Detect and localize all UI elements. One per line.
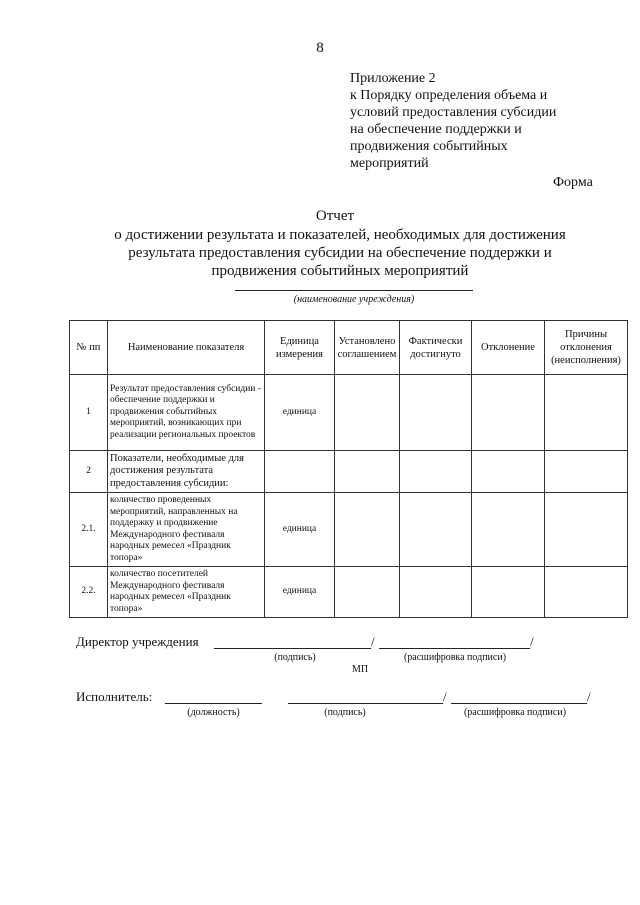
report-subtitle-line: результата предоставления субсидии на обеспечение поддержки и [128, 245, 552, 261]
org-name-line [235, 290, 473, 291]
header-actual: Фактически достигнуто [400, 321, 472, 375]
executor-position-line[interactable] [165, 703, 262, 704]
table-row [70, 493, 628, 567]
appendix-line: к Порядку определения объема и [350, 88, 548, 103]
director-slash: / [371, 634, 375, 649]
executor-label: Исполнитель: [76, 689, 153, 704]
cell-deviation[interactable] [472, 451, 545, 493]
director-decode-caption: (расшифровка подписи) [403, 652, 507, 663]
report-title: Отчет [315, 208, 355, 224]
header-num: № пп [70, 321, 108, 375]
cell-agreed[interactable] [335, 375, 400, 451]
cell-agreed[interactable] [335, 493, 400, 567]
director-signature-line[interactable] [214, 648, 371, 649]
executor-slash-end: / [587, 689, 591, 704]
stamp-label: МП [351, 664, 369, 675]
row-num: 2.1. [70, 493, 108, 567]
executor-signature-line[interactable] [288, 703, 443, 704]
row-indicator: Результат предоставления субсидии - обеспечение поддержки и продвижения событийных мероприятий, возникающих при реализации региональных проектов [108, 375, 265, 451]
appendix-line: Приложение 2 [350, 71, 436, 86]
row-indicator: количество проведенных мероприятий, направленных на поддержку и продвижение Международного фестиваля народных ремесел «Праздник топора» [108, 493, 265, 567]
cell-agreed[interactable] [335, 567, 400, 618]
row-indicator: Показатели, необходимые для достижения результата предоставления субсидии: [108, 451, 265, 493]
report-subtitle-line: продвижения событийных мероприятий [211, 263, 469, 279]
director-signature-caption: (подпись) [274, 652, 316, 663]
header-name: Наименование показателя [108, 321, 265, 375]
row-unit: единица [265, 375, 335, 451]
cell-deviation[interactable] [472, 375, 545, 451]
cell-reasons[interactable] [545, 375, 628, 451]
table-row [70, 375, 628, 451]
table-header-row [70, 321, 628, 375]
appendix-line: мероприятий [350, 156, 429, 171]
executor-position-caption: (должность) [187, 707, 240, 718]
header-reasons: Причины отклонения (неисполнения) [545, 321, 628, 375]
executor-decode-caption: (расшифровка подписи) [463, 707, 567, 718]
cell-deviation[interactable] [472, 567, 545, 618]
indicators-table [69, 320, 628, 618]
cell-actual[interactable] [400, 493, 472, 567]
appendix-line: на обеспечение поддержки и [350, 122, 522, 137]
row-unit [265, 451, 335, 493]
cell-reasons[interactable] [545, 493, 628, 567]
header-agreed: Установлено соглашением [335, 321, 400, 375]
row-unit: единица [265, 493, 335, 567]
director-label: Директор учреждения [76, 634, 199, 649]
report-subtitle [90, 226, 590, 280]
director-decode-line[interactable] [379, 648, 530, 649]
table-row [70, 567, 628, 618]
cell-agreed[interactable] [335, 451, 400, 493]
cell-actual[interactable] [400, 451, 472, 493]
header-unit: Единица измерения [265, 321, 335, 375]
executor-decode-line[interactable] [451, 703, 587, 704]
executor-signature-caption: (подпись) [324, 707, 366, 718]
row-num: 2.2. [70, 567, 108, 618]
header-deviation: Отклонение [472, 321, 545, 375]
row-unit: единица [265, 567, 335, 618]
director-slash-end: / [530, 634, 534, 649]
report-subtitle-line: о достижении результата и показателей, необходимых для достижения [114, 227, 566, 243]
row-num: 1 [70, 375, 108, 451]
org-name-caption: (наименование учреждения) [293, 294, 415, 305]
executor-slash: / [443, 689, 447, 704]
form-label: Форма [553, 175, 593, 190]
cell-reasons[interactable] [545, 451, 628, 493]
row-num: 2 [70, 451, 108, 493]
cell-actual[interactable] [400, 375, 472, 451]
cell-actual[interactable] [400, 567, 472, 618]
appendix-block [350, 70, 610, 172]
page-number: 8 [316, 40, 324, 56]
cell-deviation[interactable] [472, 493, 545, 567]
table-row [70, 451, 628, 493]
cell-reasons[interactable] [545, 567, 628, 618]
row-indicator: количество посетителей Международного фестиваля народных ремесел «Праздник топора» [108, 567, 265, 618]
appendix-line: продвижения событийных [350, 139, 508, 154]
appendix-line: условий предоставления субсидии [350, 105, 557, 120]
